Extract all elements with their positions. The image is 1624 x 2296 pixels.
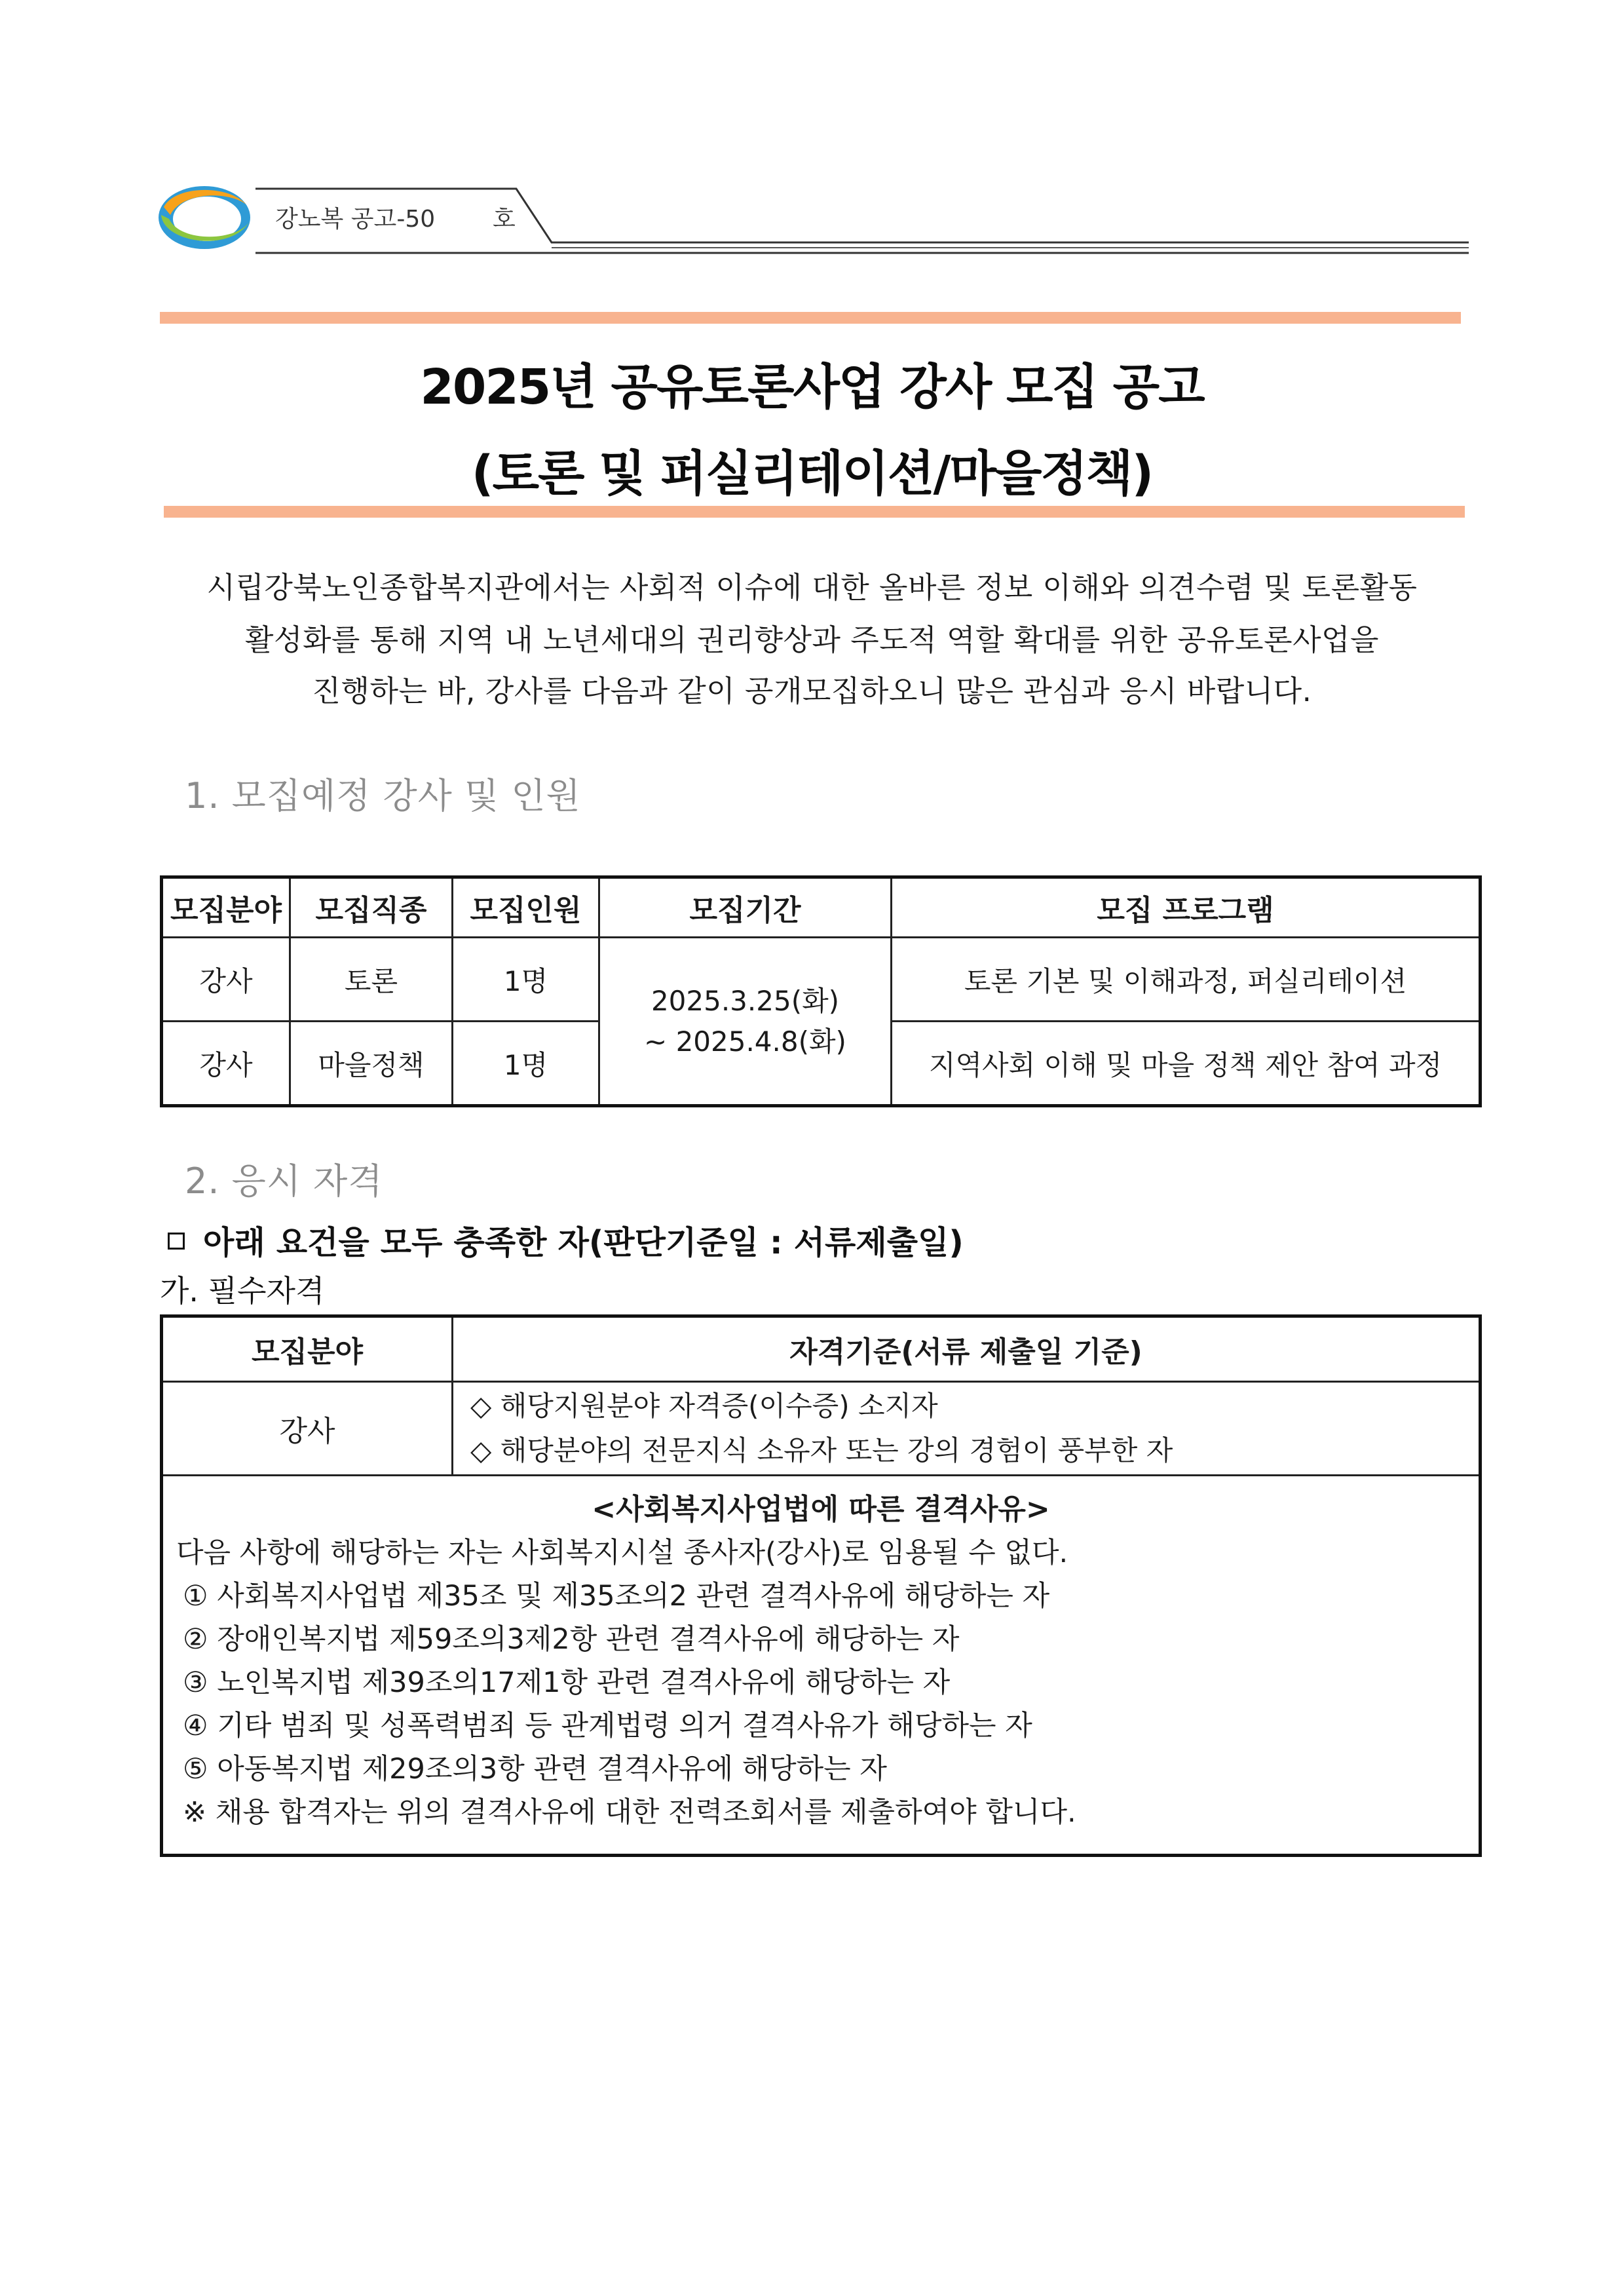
condition-text: 아래 요건을 모두 충족한 자(판단기준일 : 서류제출일) — [203, 1224, 964, 1261]
period-start: 2025.3.25(화) — [651, 984, 840, 1017]
section-1-heading: 1. 모집예정 강사 및 인원 — [185, 775, 581, 816]
condition-line — [164, 1217, 964, 1263]
intro-line-3: 진행하는 바, 강사를 다음과 같이 공개모집하오니 많은 관심과 응시 바랍니다. — [312, 674, 1312, 708]
header-criteria: 자격기준(서류 제출일 기준) — [453, 1316, 1481, 1382]
page-subtitle: (토론 및 퍼실리테이션/마을정책) — [471, 446, 1153, 502]
period-end: ~ 2025.4.8(화) — [644, 1025, 846, 1058]
criteria-item: ◇ 해당분야의 전문지식 소유자 또는 강의 경험이 풍부한 자 — [470, 1434, 1173, 1466]
disqualification-intro: 다음 사항에 해당하는 자는 사회복지시설 종사자(강사)로 임용될 수 없다. — [176, 1537, 1068, 1569]
header-job: 모집직종 — [290, 877, 453, 938]
list-item: ③ 노인복지법 제39조의17제1항 관련 결격사유에 해당하는 자 — [183, 1666, 951, 1699]
header-count: 모집인원 — [453, 877, 599, 938]
header-field: 모집분야 — [162, 1316, 453, 1382]
square-bullet-icon — [168, 1233, 185, 1250]
qualification-table-header — [162, 1316, 1481, 1382]
disqualification-heading: <사회복지사업법에 따른 결격사유> — [592, 1493, 1050, 1526]
cell-period — [599, 938, 892, 1106]
list-item: ④ 기타 범죄 및 성폭력범죄 등 관계법령 의거 결격사유가 해당하는 자 — [183, 1710, 1032, 1742]
header-rule — [255, 187, 1469, 256]
cell-field: 강사 — [162, 1022, 290, 1106]
organization-logo — [155, 181, 254, 254]
cell-criteria — [453, 1382, 1481, 1476]
disqualification-box — [162, 1476, 1481, 1856]
title-top-bar — [160, 312, 1461, 324]
header-period: 모집기간 — [599, 877, 892, 938]
cell-program: 토론 기본 및 이해과정, 퍼실리테이션 — [892, 938, 1481, 1022]
required-qualification-label: 가. 필수자격 — [160, 1273, 325, 1309]
recruitment-table-header — [162, 877, 1481, 938]
document-number-suffix: 호 — [493, 206, 516, 233]
table-row — [162, 1382, 1481, 1476]
recruitment-table — [160, 875, 1482, 1107]
title-bottom-bar — [164, 506, 1465, 518]
header-program: 모집 프로그램 — [892, 877, 1481, 938]
list-item: ⑤ 아동복지법 제29조의3항 관련 결격사유에 해당하는 자 — [183, 1753, 887, 1786]
qualification-table — [160, 1314, 1482, 1857]
cell-field: 강사 — [162, 938, 290, 1022]
cell-job: 마을정책 — [290, 1022, 453, 1106]
cell-count: 1명 — [453, 1022, 599, 1106]
cell-field: 강사 — [162, 1382, 453, 1476]
section-2-heading: 2. 응시 자격 — [185, 1160, 383, 1202]
document-number: 강노복 공고-50 — [275, 206, 436, 233]
note-item: ※ 채용 합격자는 위의 결격사유에 대한 전력조회서를 제출하여야 합니다. — [183, 1796, 1076, 1829]
disqualification-row — [162, 1476, 1481, 1856]
header-field: 모집분야 — [162, 877, 290, 938]
table-row — [162, 938, 1481, 1022]
cell-job: 토론 — [290, 938, 453, 1022]
list-item: ① 사회복지사업법 제35조 및 제35조의2 관련 결격사유에 해당하는 자 — [183, 1580, 1050, 1613]
intro-line-1: 시립강북노인종합복지관에서는 사회적 이슈에 대한 올바른 정보 이해와 의견수렴 및 토론활동 — [206, 570, 1418, 605]
list-item: ② 장애인복지법 제59조의3제2항 관련 결격사유에 해당하는 자 — [183, 1623, 960, 1656]
intro-line-2: 활성화를 통해 지역 내 노년세대의 권리향상과 주도적 역할 확대를 위한 공유토론사업을 — [245, 622, 1379, 657]
cell-count: 1명 — [453, 938, 599, 1022]
cell-program: 지역사회 이해 및 마을 정책 제안 참여 과정 — [892, 1022, 1481, 1106]
criteria-item: ◇ 해당지원분야 자격증(이수증) 소지자 — [470, 1390, 938, 1422]
page-title: 2025년 공유토론사업 강사 모집 공고 — [420, 359, 1204, 415]
